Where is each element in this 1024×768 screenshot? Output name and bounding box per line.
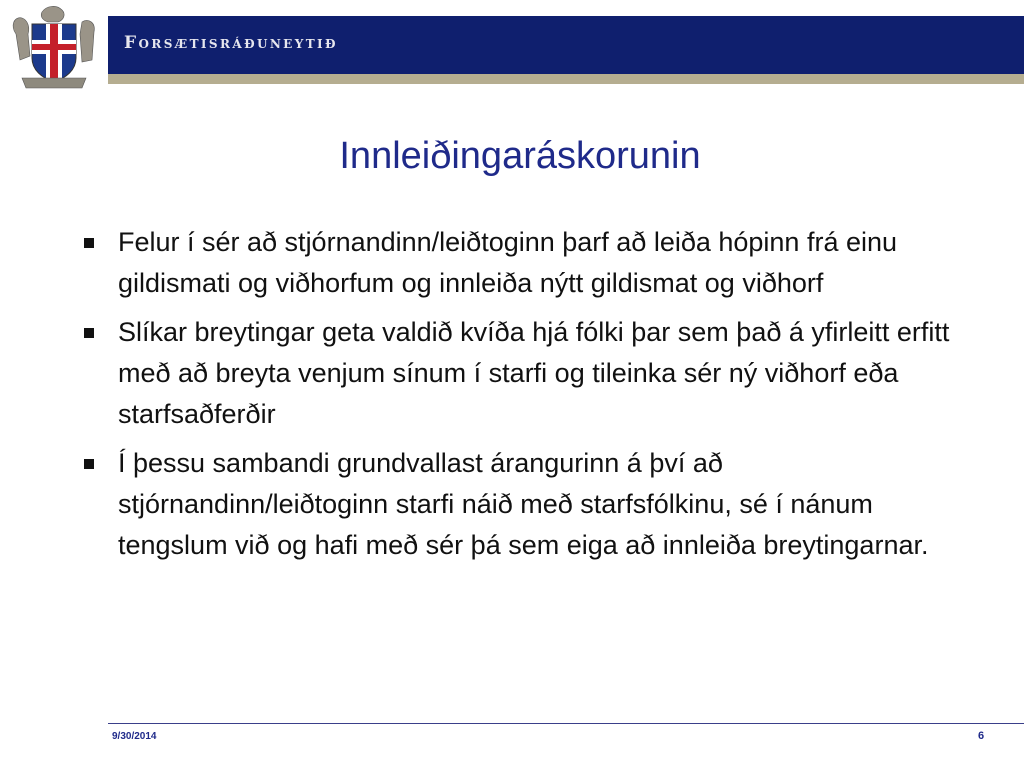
coat-of-arms-icon <box>8 4 100 90</box>
bullet-text: Í þessu sambandi grundvallast árangurinn á því að stjórnandinn/leiðtoginn starfi náið með starfsfólkinu, sé í nánum tengslum við og hafi með sér þá sem eiga að innleiða breytingarnar. <box>118 448 929 560</box>
footer-date: 9/30/2014 <box>112 731 157 742</box>
page-number: 6 <box>978 730 985 742</box>
square-bullet-icon <box>84 328 94 338</box>
header-accent-line <box>108 74 1024 84</box>
bullet-item <box>84 222 984 304</box>
bullet-list <box>84 222 984 574</box>
slide-title: Innleiðingaráskorunin <box>339 135 701 177</box>
bullet-text: Slíkar breytingar geta valdið kvíða hjá fólki þar sem það á yfirleitt erfitt með að breyta venjum sínum í starfi og tileinka sér ný viðhorf eða starfsaðferðir <box>118 317 950 429</box>
ministry-name: Forsætisráðuneytið <box>124 33 338 53</box>
square-bullet-icon <box>84 238 94 248</box>
bullet-item <box>84 443 984 566</box>
bullet-item <box>84 312 984 435</box>
footer-divider <box>108 723 1024 724</box>
square-bullet-icon <box>84 459 94 469</box>
bullet-text: Felur í sér að stjórnandinn/leiðtoginn þarf að leiða hópinn frá einu gildismati og viðhorfum og innleiða nýtt gildismat og viðhorf <box>118 227 898 298</box>
